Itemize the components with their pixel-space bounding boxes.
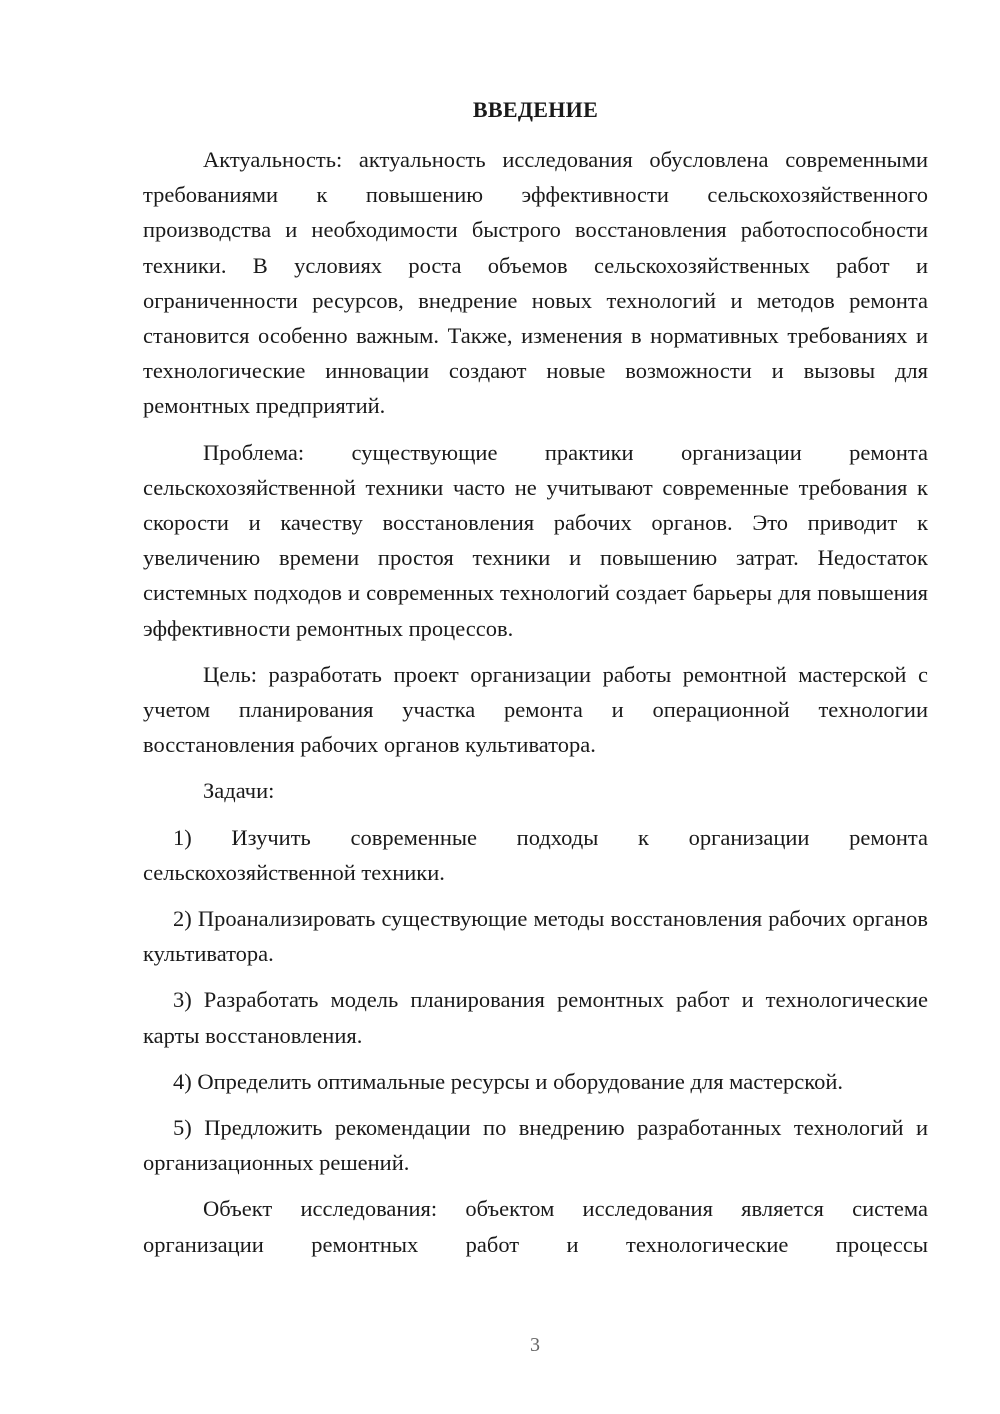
tasks-heading: Задачи:: [203, 778, 275, 804]
list-item: 2) Проанализировать существующие методы восстановления рабочих органов культиватора.: [143, 906, 928, 967]
paragraph-goal: Цель: разработать проект организации работы ремонтной мастерской с учетом планирования участка ремонта и операционной технологии восстановления рабочих органов культиватора.: [143, 661, 928, 758]
page-number: 3: [530, 1334, 540, 1356]
list-item: 3) Разработать модель планирования ремонтных работ и технологические карты восстановления.: [143, 987, 928, 1048]
paragraph-relevance: Актуальность: актуальность исследования обусловлена современными требованиями к повышению эффективности сельскохозяйственного производства и необходимости быстрого восстановления работоспособности техники. В условиях роста объемов сельскохозяйственных работ и ограниченности ресурсов, внедрение новых технологий и методов ремонта становится особенно важным. Также, изменения в нормативных требованиях и технологические инновации создают новые возможности и вызовы для ремонтных предприятий.: [143, 147, 928, 419]
list-item: 5) Предложить рекомендации по внедрению разработанных технологий и организационных решений.: [143, 1115, 928, 1176]
document-body: [143, 142, 928, 1262]
list-item: 1) Изучить современные подходы к организации ремонта сельскохозяйственной техники.: [143, 824, 928, 885]
page-title: ВВЕДЕНИЕ: [472, 97, 599, 122]
paragraph-problem: Проблема: существующие практики организации ремонта сельскохозяйственной техники часто не учитывают современные требования к скорости и качеству восстановления рабочих органов. Это приводит к увеличению времени простоя техники и повышению затрат. Недостаток системных подходов и современных технологий создает барьеры для повышения эффективности ремонтных процессов.: [143, 439, 928, 641]
paragraph-object: Объект исследования: объектом исследования является система организации ремонтных работ и технологические процессы: [143, 1196, 928, 1257]
list-item: 4) Определить оптимальные ресурсы и оборудование для мастерской.: [173, 1068, 844, 1094]
